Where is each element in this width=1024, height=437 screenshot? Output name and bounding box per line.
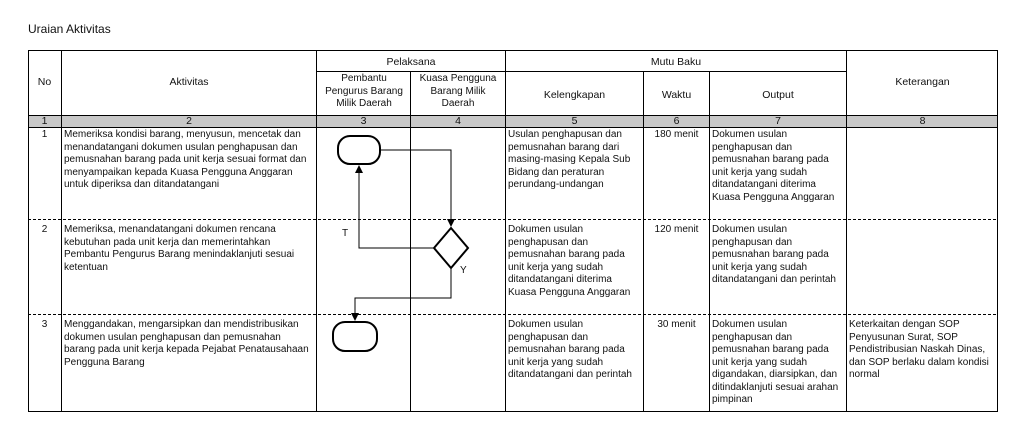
header-kelengkapan: Kelengkapan	[543, 89, 606, 101]
flow-label-yes: Y	[460, 265, 467, 276]
row-3-waktu: 30 menit	[657, 319, 696, 330]
column-number: 3	[360, 115, 367, 127]
header-kuasa-pengguna: Kuasa Pengguna Barang Milik Daerah	[419, 73, 497, 109]
column-number: 7	[775, 115, 781, 127]
row-2-kelengkapan: Dokumen usulan penghapusan dan pemusnahan barang pada unit kerja yang sudah ditandatangani diterima Kuasa Pengguna Anggaran	[508, 224, 631, 298]
row-1-waktu: 180 menit	[654, 129, 699, 140]
row-1-aktivitas: Memeriksa kondisi barang, menyusun, mencetak dan menandatangani dokumen usulan penghapusan dan pemusnahan barang pada unit kerja sesuai format dan menyampaikan kepada Kuasa Pengguna Anggaran untuk diperiksa dan ditandatangani	[64, 129, 307, 190]
column-number: 5	[571, 115, 578, 127]
flow-label-no: T	[342, 228, 349, 239]
decision-diamond	[434, 228, 468, 268]
flowchart	[333, 136, 468, 351]
row-2-no: 2	[41, 224, 48, 235]
header-pembantu-pengurus: Pembantu Pengurus Barang Milik Daerah	[325, 73, 403, 109]
column-number: 8	[919, 115, 926, 127]
row-2-aktivitas: Memeriksa, menandatangani dokumen rencana kebutuhan pada unit kerja dan memerintahkan Pembantu Pengurus Barang menindaklanjuti sesuai ketentuan	[64, 224, 295, 273]
header-mutu-baku: Mutu Baku	[650, 56, 702, 68]
page-title: Uraian Aktivitas	[28, 22, 111, 36]
row-1-no: 1	[41, 129, 48, 140]
column-number: 4	[455, 115, 461, 127]
column-number: 1	[41, 115, 48, 127]
row-3-output: Dokumen usulan penghapusan dan pemusnahan barang pada unit kerja yang sudah digandakan, diarsipkan, dan ditindaklanjuti sesuai arahan pimpinan	[712, 319, 839, 405]
header-waktu: Waktu	[661, 89, 692, 101]
row-2-output: Dokumen usulan penghapusan dan pemusnahan barang pada unit kerja yang sudah ditandatangani dan perintah	[712, 224, 836, 285]
header-output: Output	[762, 89, 794, 101]
end-terminator	[333, 322, 377, 351]
row-1-kelengkapan: Usulan penghapusan dan pemusnahan barang dari masing-masing Kepala Sub Bidang dan peraturan perundang-undangan	[508, 129, 631, 190]
column-number: 2	[186, 115, 192, 127]
header-keterangan: Keterangan	[895, 76, 950, 88]
header-aktivitas: Aktivitas	[169, 76, 209, 88]
header-no: No	[37, 76, 52, 88]
header-pelaksana: Pelaksana	[386, 56, 436, 68]
row-3-aktivitas: Menggandakan, mengarsipkan dan mendistribusikan dokumen usulan penghapusan dan pemusnahan barang pada unit kerja kepada Pejabat Penatausahaan Pengguna Barang	[64, 319, 309, 368]
row-3-kelengkapan: Dokumen usulan penghapusan dan pemusnahan barang pada unit kerja yang sudah ditandatangani dan perintah	[508, 319, 632, 380]
flow-arrow-no-loop	[359, 166, 434, 248]
row-1-output: Dokumen usulan penghapusan dan pemusnahan barang pada unit kerja yang sudah ditandatangani diterima Kuasa Pengguna Anggaran	[712, 129, 835, 203]
flow-arrow-yes-to-end	[355, 268, 451, 320]
start-terminator	[338, 136, 380, 164]
row-3-keterangan: Keterkaitan dengan SOP Penyusunan Surat, SOP Pendistribusian Naskah Dinas, dan SOP berlaku dalam kondisi normal	[849, 319, 989, 380]
flow-arrow-start-to-decision	[380, 150, 451, 226]
row-3-no: 3	[41, 319, 48, 330]
column-number: 6	[673, 115, 680, 127]
row-2-waktu: 120 menit	[654, 224, 699, 235]
